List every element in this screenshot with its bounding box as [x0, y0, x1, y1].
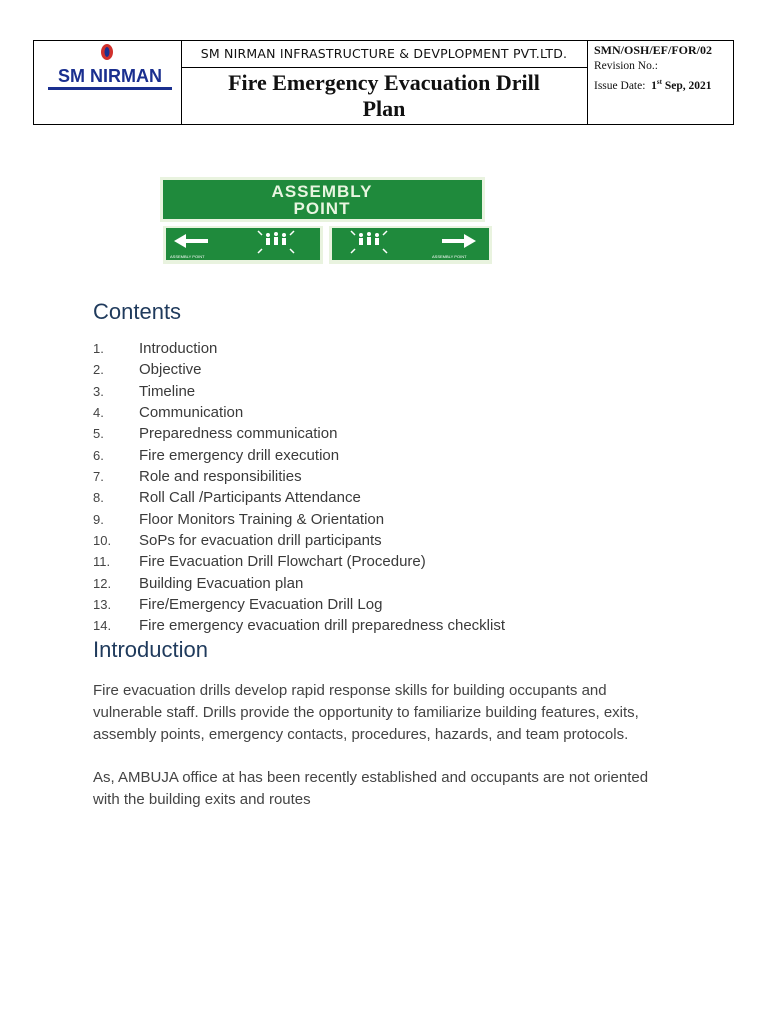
toc-item — [93, 359, 505, 380]
issue-rest: Sep, 2021 — [664, 79, 712, 92]
toc-item — [93, 338, 505, 359]
toc-item — [93, 381, 505, 402]
sign-title-line1: ASSEMBLY — [271, 182, 373, 201]
toc-label: Communication — [139, 404, 244, 422]
logo-cell — [34, 41, 182, 124]
toc-label: Preparedness communication — [139, 425, 338, 443]
toc-number: 11. — [93, 554, 111, 570]
left-arrow-panel — [163, 226, 323, 264]
toc-number: 6. — [93, 447, 104, 463]
toc-item — [93, 445, 505, 466]
toc-label: Objective — [139, 361, 202, 379]
document-title-line1: Fire Emergency Evacuation Drill — [228, 70, 540, 95]
sign-title-line2: POINT — [293, 199, 351, 218]
document-title — [181, 70, 587, 122]
intro-paragraph-1-line: Fire evacuation drills develop rapid response skills for building occupants and — [93, 682, 607, 699]
toc-label: Roll Call /Participants Attendance — [139, 489, 361, 507]
issue-day-suffix: st — [656, 78, 662, 86]
intro-paragraph-2-line: As, AMBUJA office at has been recently established and occupants are not oriented — [93, 769, 649, 786]
toc-item — [93, 615, 505, 636]
company-name: SM NIRMAN INFRASTRUCTURE & DEVPLOPMENT PVT.LTD. — [181, 41, 587, 68]
toc-label: Fire/Emergency Evacuation Drill Log — [139, 596, 383, 614]
toc-label: Fire emergency evacuation drill preparedness checklist — [139, 617, 506, 635]
toc-item — [93, 509, 505, 530]
toc-number: 2. — [93, 362, 104, 378]
toc-label: Floor Monitors Training & Orientation — [139, 510, 385, 528]
toc-item — [93, 466, 505, 487]
toc-label: SoPs for evacuation drill participants — [139, 532, 382, 550]
assembly-point-sign — [160, 177, 495, 269]
issue-date — [588, 74, 734, 94]
left-panel-caption: ASSEMBLY POINT — [170, 254, 205, 259]
intro-paragraph-1-line: vulnerable staff. Drills provide the opportunity to familiarize building features, exits, — [93, 704, 639, 721]
issue-label: Issue Date: — [594, 79, 646, 92]
table-of-contents — [93, 338, 505, 637]
toc-number: 7. — [93, 469, 104, 485]
toc-label: Introduction — [139, 340, 218, 357]
toc-label: Fire emergency drill execution — [139, 446, 340, 464]
toc-item — [93, 551, 505, 572]
toc-number: 12. — [93, 575, 112, 591]
logo-text: SM NIRMAN — [58, 66, 162, 86]
intro-paragraph-1 — [93, 680, 693, 746]
toc-number: 3. — [93, 383, 104, 399]
doc-info-cell — [588, 41, 734, 124]
toc-item — [93, 573, 505, 594]
toc-label: Role and responsibilities — [139, 468, 302, 486]
document-header — [33, 40, 734, 125]
issue-day: 1 — [651, 79, 657, 92]
title-cell — [181, 41, 588, 124]
contents-heading: Contents — [93, 299, 182, 324]
intro-paragraph-2-line: with the building exits and routes — [93, 791, 311, 808]
toc-item — [93, 487, 505, 508]
toc-number: 13. — [93, 597, 112, 613]
toc-number: 8. — [93, 490, 104, 506]
toc-number: 5. — [93, 426, 104, 442]
company-logo — [44, 43, 174, 103]
toc-item — [93, 402, 505, 423]
toc-number: 1. — [93, 341, 104, 356]
toc-item — [93, 423, 505, 444]
toc-item — [93, 530, 505, 551]
right-panel-caption: ASSEMBLY POINT — [432, 254, 467, 259]
revision-label: Revision No.: — [594, 60, 658, 72]
toc-number: 9. — [93, 511, 104, 527]
toc-number: 14. — [93, 618, 112, 634]
intro-paragraph-2 — [93, 767, 693, 811]
introduction-heading: Introduction — [93, 637, 208, 662]
toc-label: Timeline — [139, 382, 196, 400]
toc-label: Fire Evacuation Drill Flowchart (Procedure) — [139, 553, 426, 571]
toc-number: 10. — [93, 533, 112, 549]
right-arrow-panel — [329, 226, 492, 264]
toc-item — [93, 594, 505, 615]
document-title-line2: Plan — [362, 96, 406, 121]
intro-paragraph-1-line: assembly points, emergency contacts, procedures, hazards, and team protocols. — [93, 726, 629, 743]
toc-number: 4. — [93, 405, 104, 421]
toc-label: Building Evacuation plan — [139, 574, 304, 592]
doc-code: SMN/OSH/EF/FOR/02 — [594, 43, 713, 57]
